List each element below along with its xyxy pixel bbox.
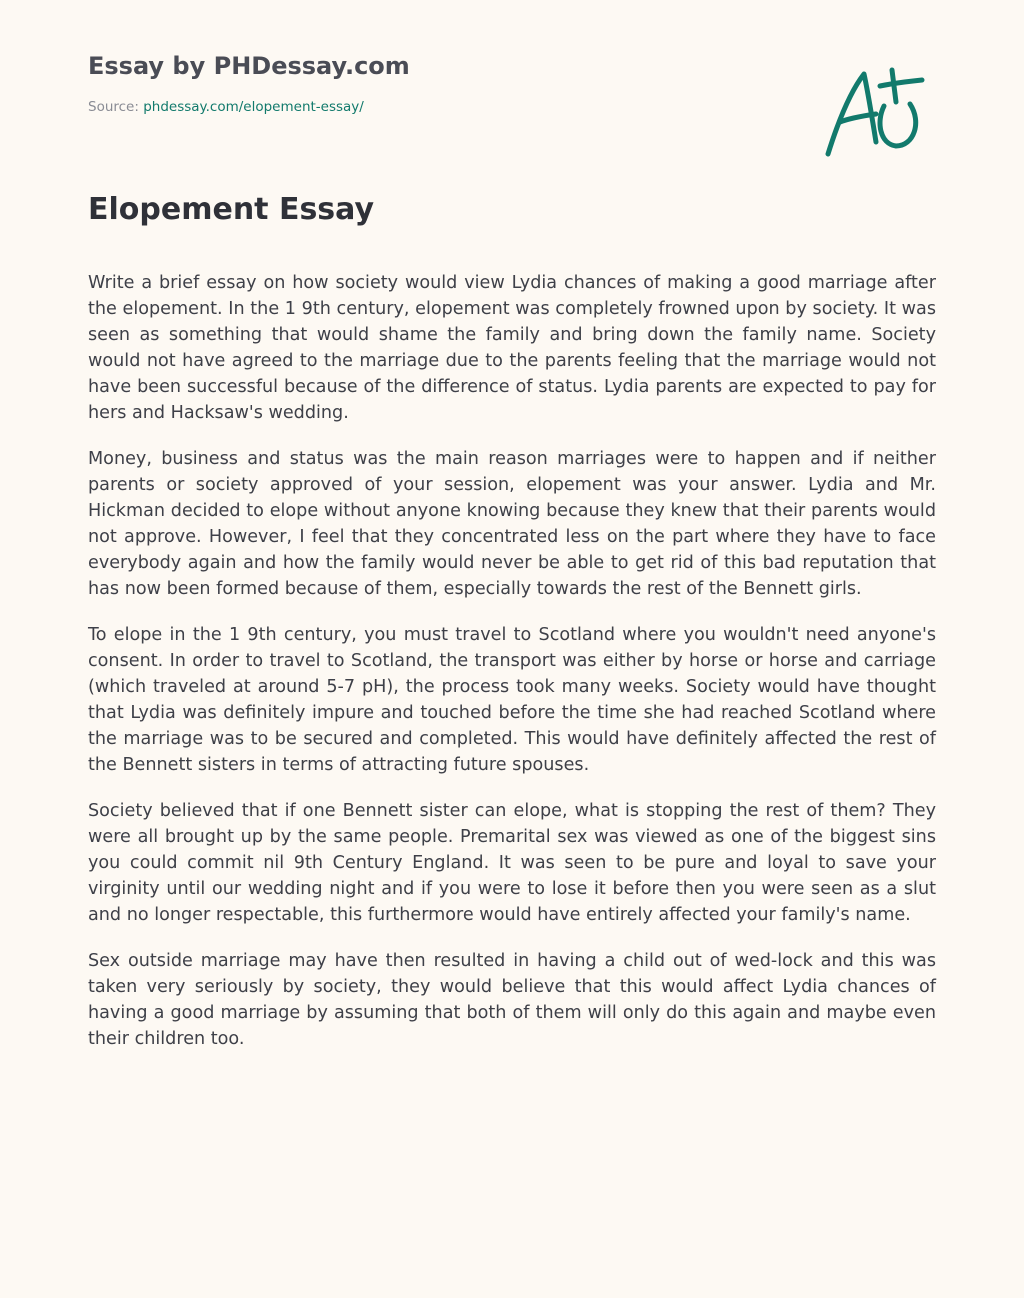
paragraph-4: Society believed that if one Bennett sister can elope, what is stopping the rest of them? They were all brought up by the same people. Premarital sex was viewed as one of the biggest sins you could commit nil 9th Century England. It was seen to be pure and loyal to save your virginity until our wedding night and if you were to lose it before then you were seen as a slut and no longer respectable, this furthermore would have entirely affected your family's name. xyxy=(88,801,936,925)
source-line xyxy=(88,98,788,116)
paragraph-1: Write a brief essay on how society would view Lydia chances of making a good marriage after the elopement. In the 1 9th century, elopement was completely frowned upon by society. It was seen as something that would shame the family and bring down the family name. Society would not have agreed to the marriage due to the parents feeling that the marriage would not have been successful because of the difference of status. Lydia parents are expected to pay for hers and Hacksaw's wedding. xyxy=(88,273,936,423)
paragraph-3: To elope in the 1 9th century, you must travel to Scotland where you wouldn't need anyone's consent. In order to travel to Scotland, the transport was either by horse or horse and carriage (which traveled at around 5-7 pH), the process took many weeks. Society would have thought that Lydia was definitely impure and touched before the time she had reached Scotland where the marriage was to be secured and completed. This would have definitely affected the rest of the Bennett sisters in terms of attracting future spouses. xyxy=(88,625,936,775)
source-label: Source: xyxy=(88,99,139,115)
paragraph-2: Money, business and status was the main reason marriages were to happen and if neither parents or society approved of your session, elopement was your answer. Lydia and Mr. Hickman decided to elope without anyone knowing because they knew that their parents would not approve. However, I feel that they concentrated less on the part where they have to face everybody again and how the family would never be able to get rid of this bad reputation that has now been formed because of them, especially towards the rest of the Bennett girls. xyxy=(88,449,936,599)
essay-body xyxy=(88,270,936,1072)
document-title: Elopement Essay xyxy=(88,192,375,227)
a-plus-grade-icon xyxy=(818,62,930,164)
source-link[interactable]: phdessay.com/elopement-essay/ xyxy=(143,99,364,115)
paragraph-5: Sex outside marriage may have then resulted in having a child out of wed-lock and this was taken very seriously by society, they would believe that this would affect Lydia chances of having a good marriage by assuming that both of them will only do this again and maybe even their children too. xyxy=(88,951,936,1049)
site-title: Essay by PHDessay.com xyxy=(88,52,410,80)
page-header xyxy=(88,48,788,116)
